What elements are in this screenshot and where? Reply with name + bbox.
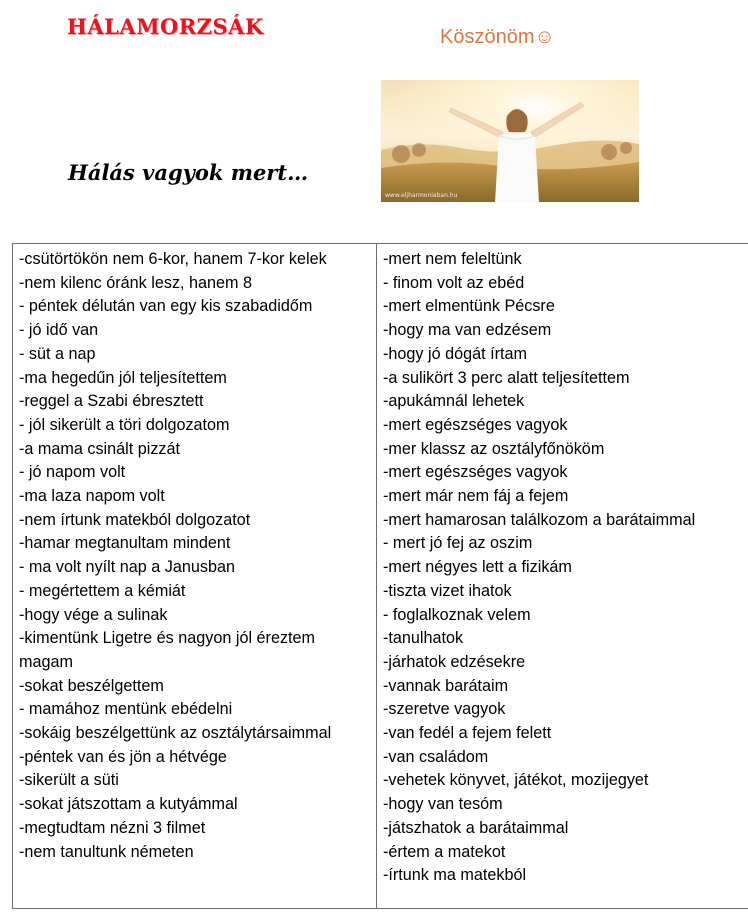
list-item: -a sulikört 3 perc alatt teljesítettem bbox=[383, 368, 630, 387]
list-item: -járhatok edzésekre bbox=[383, 652, 526, 671]
list-item: -sokat beszélgettem bbox=[19, 676, 164, 695]
list-item: -csütörtökön nem 6-kor, hanem 7-kor kelek bbox=[19, 250, 327, 268]
list-item: -péntek van és jön a hétvége bbox=[19, 747, 227, 766]
list-item: -tiszta vizet ihatok bbox=[383, 581, 512, 600]
list-item: - péntek délután van egy kis szabadidőm bbox=[19, 297, 313, 316]
list-item: -sikerült a süti bbox=[19, 771, 119, 790]
list-item: - mamához mentünk ebédelni bbox=[19, 700, 233, 719]
list-item: -reggel a Szabi ébresztett bbox=[19, 392, 204, 411]
thanks-caption: Köszönöm☺ bbox=[440, 26, 555, 48]
list-item: -hogy jó dógát írtam bbox=[383, 344, 527, 363]
list-item: -sokat játszottam a kutyámmal bbox=[19, 795, 238, 814]
photo-watermark: www.eljharmoniaban.hu bbox=[385, 192, 458, 199]
sunrise-photo-illustration bbox=[381, 80, 639, 202]
list-item: - mert jó fej az oszim bbox=[383, 534, 533, 553]
list-item: -hogy ma van edzésem bbox=[383, 321, 552, 340]
list-item: - süt a nap bbox=[19, 344, 96, 363]
list-item: -mer klassz az osztályfőnököm bbox=[383, 439, 605, 458]
list-item: - jó napom volt bbox=[19, 463, 126, 482]
list-item: -mert nem feleltünk bbox=[383, 250, 522, 268]
list-item: -van fedél a fejem felett bbox=[383, 724, 552, 743]
list-item: -szeretve vagyok bbox=[383, 700, 506, 719]
sunrise-photo bbox=[381, 80, 639, 202]
list-item: -megtudtam nézni 3 filmet bbox=[19, 818, 206, 837]
list-item: -hamar megtanultam mindent bbox=[19, 534, 231, 553]
list-item: -mert elmentünk Pécsre bbox=[383, 297, 555, 316]
gratitude-table bbox=[12, 243, 748, 909]
list-item: -mert négyes lett a fizikám bbox=[383, 558, 572, 577]
list-item: -nem tanultunk németen bbox=[19, 842, 194, 861]
list-item: -kimentünk Ligetre és nagyon jól éreztem magam bbox=[19, 629, 316, 671]
list-item: -ma hegedűn jól teljesítettem bbox=[19, 368, 227, 387]
list-item: - jól sikerült a töri dolgozatom bbox=[19, 415, 230, 434]
list-item: -nem írtunk matekból dolgozatot bbox=[19, 510, 251, 529]
list-item: -játszhatok a barátaimmal bbox=[383, 818, 569, 837]
list-item: - jó idő van bbox=[19, 321, 99, 340]
left-column bbox=[19, 248, 371, 864]
column-divider bbox=[376, 244, 377, 908]
list-item: -mert már nem fáj a fejem bbox=[383, 487, 569, 506]
list-item: -a mama csinált pizzát bbox=[19, 439, 181, 458]
list-item: -vehetek könyvet, játékot, mozijegyet bbox=[383, 771, 649, 790]
page-title: HÁLAMORZSÁK bbox=[67, 14, 264, 39]
list-item: - foglalkoznak velem bbox=[383, 605, 531, 624]
list-item: -mert hamarosan találkozom a barátaimmal bbox=[383, 510, 696, 529]
list-item: -tanulhatok bbox=[383, 629, 464, 648]
list-item: -hogy van tesóm bbox=[383, 795, 503, 814]
list-item: -hogy vége a sulinak bbox=[19, 605, 168, 624]
list-item: -mert egészséges vagyok bbox=[383, 463, 568, 482]
subtitle: Hálás vagyok mert… bbox=[68, 160, 309, 185]
list-item: - megértettem a kémiát bbox=[19, 581, 186, 600]
list-item: -írtunk ma matekból bbox=[383, 866, 527, 885]
right-column bbox=[383, 248, 748, 888]
list-item: -vannak barátaim bbox=[383, 676, 509, 695]
list-item: -értem a matekot bbox=[383, 842, 506, 861]
list-item: -van családom bbox=[383, 747, 489, 766]
list-item: - finom volt az ebéd bbox=[383, 273, 525, 292]
list-item: -nem kilenc óránk lesz, hanem 8 bbox=[19, 273, 253, 292]
list-item: -mert egészséges vagyok bbox=[383, 415, 568, 434]
list-item: -ma laza napom volt bbox=[19, 487, 165, 506]
list-item: - ma volt nyílt nap a Janusban bbox=[19, 558, 235, 577]
list-item: -sokáig beszélgettünk az osztálytársaimmal bbox=[19, 724, 332, 743]
list-item: -apukámnál lehetek bbox=[383, 392, 525, 411]
